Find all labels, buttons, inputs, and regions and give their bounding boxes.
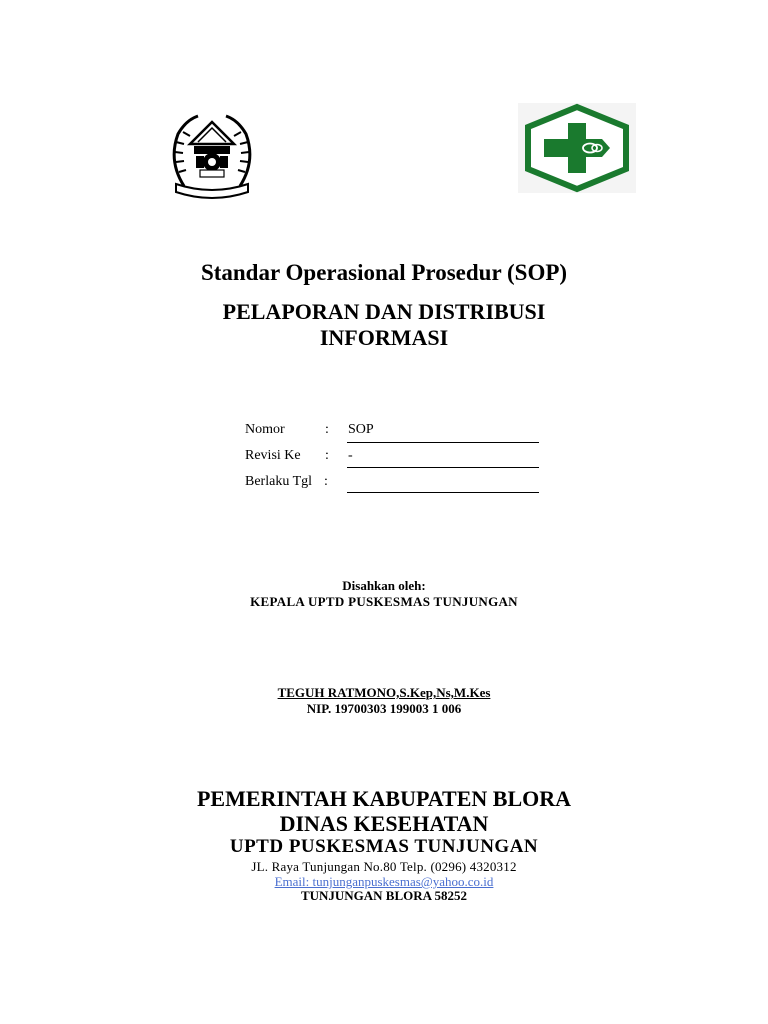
revisi-colon: : <box>325 448 329 463</box>
address-line: JL. Raya Tunjungan No.80 Telp. (0296) 4320312 <box>251 859 517 874</box>
nomor-colon: : <box>325 422 329 437</box>
government-line2: DINAS KESEHATAN <box>279 811 489 836</box>
nomor-underline <box>347 442 539 443</box>
institution-name: UPTD PUSKESMAS TUNJUNGAN <box>229 836 539 857</box>
nomor-label: Nomor <box>245 422 285 437</box>
health-ministry-cross-icon <box>518 103 636 193</box>
revisi-label: Revisi Ke <box>245 448 301 463</box>
blora-regency-seal-icon <box>164 106 260 202</box>
signer-name: TEGUH RATMONO,S.Kep,Ns,M.Kes <box>277 685 491 700</box>
document-title-line2: INFORMASI <box>319 325 449 350</box>
nomor-value: SOP <box>348 422 374 437</box>
approver-title: KEPALA UPTD PUSKESMAS TUNJUNGAN <box>250 594 518 609</box>
berlaku-label: Berlaku Tgl <box>245 474 313 489</box>
health-ministry-logo <box>518 103 636 193</box>
document-title-line1: PELAPORAN DAN DISTRIBUSI <box>222 299 546 324</box>
signer-nip: NIP. 19700303 199003 1 006 <box>306 701 462 716</box>
regency-seal-logo <box>164 106 260 202</box>
berlaku-colon: : <box>324 474 328 489</box>
revisi-value: - <box>348 448 353 463</box>
city-postal-line: TUNJUNGAN BLORA 58252 <box>300 888 468 903</box>
revisi-underline <box>347 467 539 468</box>
berlaku-underline <box>347 492 539 493</box>
government-line1: PEMERINTAH KABUPATEN BLORA <box>196 786 572 811</box>
email-link[interactable]: Email: tunjunganpuskesmas@yahoo.co.id <box>274 874 494 889</box>
approved-by-label: Disahkan oleh: <box>342 578 426 593</box>
sop-title: Standar Operasional Prosedur (SOP) <box>200 260 568 285</box>
